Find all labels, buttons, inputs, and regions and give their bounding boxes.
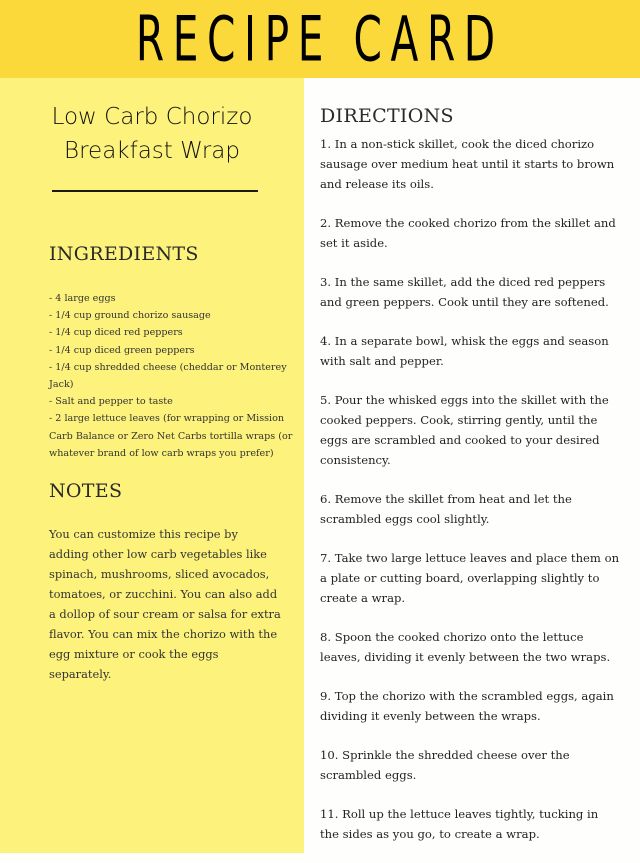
direction-step: 11. Roll up the lettuce leaves tightly, tucking in the sides as you go, to create a wrap. <box>320 807 599 841</box>
direction-step: 7. Take two large lettuce leaves and place them on a plate or cutting board, overlapping slightly to create a wrap. <box>320 551 620 605</box>
ingredient-list <box>49 290 294 462</box>
direction-step: 8. Spoon the cooked chorizo onto the lettuce leaves, dividing it evenly between the two wraps. <box>320 630 611 664</box>
direction-step: 9. Top the chorizo with the scrambled eggs, again dividing it evenly between the wraps. <box>320 689 614 723</box>
ingredient-item: - 1/4 cup ground chorizo sausage <box>49 310 211 322</box>
direction-step: 2. Remove the cooked chorizo from the skillet and set it aside. <box>320 216 616 250</box>
recipe-title-line-1: Low Carb Chorizo <box>51 104 253 130</box>
direction-step: 6. Remove the skillet from heat and let the scrambled eggs cool slightly. <box>320 492 572 526</box>
ingredients-heading: INGREDIENTS <box>49 243 199 265</box>
notes-heading: NOTES <box>49 480 123 502</box>
directions-list <box>320 134 620 863</box>
right-panel <box>304 78 640 853</box>
ingredient-item: - 1/4 cup shredded cheese (cheddar or Monterey Jack) <box>49 361 287 391</box>
ingredient-item: - 1/4 cup diced green peppers <box>49 344 195 356</box>
direction-step: 5. Pour the whisked eggs into the skillet with the cooked peppers. Cook, stirring gently, until the eggs are scrambled and cooked to your desired consistency. <box>320 393 609 467</box>
ingredient-item: - Salt and pepper to taste <box>49 396 173 408</box>
direction-step: 1. In a non-stick skillet, cook the diced chorizo sausage over medium heat until it starts to brown and release its oils. <box>320 137 615 191</box>
header-banner <box>0 0 640 78</box>
ingredient-item: - 4 large eggs <box>49 293 116 304</box>
recipe-title-line-2: Breakfast Wrap <box>64 138 240 164</box>
direction-step: 3. In the same skillet, add the diced red peppers and green peppers. Cook until they are softened. <box>320 275 609 309</box>
page-title: RECIPE CARD <box>136 2 504 76</box>
direction-step: 10. Sprinkle the shredded cheese over the scrambled eggs. <box>320 748 570 782</box>
title-divider <box>52 190 258 192</box>
ingredient-item: - 2 large lettuce leaves (for wrapping or Mission Carb Balance or Zero Net Carbs tortilla wraps (or whatever brand of low carb wraps you prefer) <box>49 413 293 459</box>
notes-text: You can customize this recipe by adding other low carb vegetables like spinach, mushrooms, sliced avocados, tomatoes, or zucchini. You can also add a dollop of sour cream or salsa for extra flavor. You can mix the chorizo with the egg mixture or cook the eggs separately. <box>49 527 281 681</box>
directions-heading: DIRECTIONS <box>320 105 454 127</box>
recipe-title <box>0 100 304 168</box>
ingredient-item: - 1/4 cup diced red peppers <box>49 327 183 339</box>
left-panel <box>0 78 304 853</box>
direction-step: 4. In a separate bowl, whisk the eggs and season with salt and pepper. <box>320 334 609 368</box>
